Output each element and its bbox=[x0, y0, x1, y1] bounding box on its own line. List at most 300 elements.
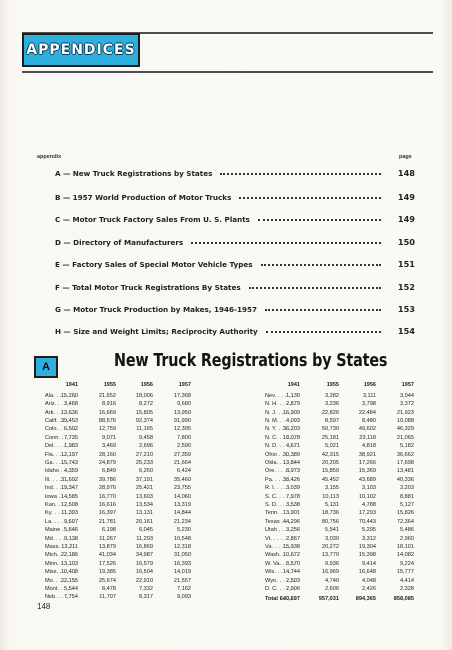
cell-value: 8,478 bbox=[102, 585, 116, 592]
toc-item-text: B — 1957 World Production of Motor Trucks bbox=[55, 192, 232, 202]
cell-value: 25,674 bbox=[98, 577, 116, 584]
cell-value: 5,295 bbox=[362, 527, 376, 534]
cell-value: 23,118 bbox=[359, 435, 376, 441]
state-name: Ga. . . . bbox=[45, 460, 75, 466]
cell-value: 13,534 bbox=[135, 501, 153, 508]
state-name: Vt. . . . bbox=[265, 536, 295, 542]
cell-value: 2,503 bbox=[286, 577, 300, 584]
cell-value: 2,867 bbox=[286, 535, 300, 542]
cell-value: 11,267 bbox=[99, 535, 116, 542]
cell-value: 14,844 bbox=[173, 510, 191, 517]
state-name: S. D. . . . bbox=[265, 502, 295, 508]
cell-value: 640,697 bbox=[279, 596, 300, 603]
cell-value: 4,093 bbox=[286, 417, 300, 424]
cell-value: 17,293 bbox=[358, 510, 376, 517]
cell-value: 30,389 bbox=[282, 451, 300, 458]
cell-value: 3,282 bbox=[325, 393, 339, 399]
cell-value: 3,044 bbox=[400, 393, 414, 399]
toc-item[interactable] bbox=[55, 303, 415, 315]
toc-page-label: page bbox=[399, 154, 412, 160]
cell-value: 5,544 bbox=[64, 585, 78, 592]
cell-value: 36,203 bbox=[282, 426, 300, 433]
cell-value: 38,426 bbox=[282, 477, 300, 483]
column-header: 1957 bbox=[178, 382, 191, 388]
leader-dots bbox=[265, 309, 381, 311]
toc-item-page: 150 bbox=[397, 237, 415, 247]
cell-value: 7,800 bbox=[177, 435, 191, 441]
toc-item-page: 149 bbox=[397, 192, 415, 202]
cell-value: 4,414 bbox=[400, 577, 414, 584]
state-name: Del. . . . bbox=[45, 443, 75, 449]
cell-value: 5,127 bbox=[400, 501, 414, 508]
cell-value: 3,111 bbox=[362, 393, 376, 399]
state-name: Kan. . . . bbox=[45, 502, 75, 508]
cell-value: 6,424 bbox=[177, 468, 191, 475]
state-name: Total . . . bbox=[265, 596, 295, 602]
cell-value: 894,365 bbox=[355, 596, 376, 603]
cell-value: 7,162 bbox=[177, 585, 191, 592]
cell-value: 3,103 bbox=[362, 485, 376, 492]
column-header: 1955 bbox=[103, 382, 116, 388]
cell-value: 13,770 bbox=[321, 552, 339, 559]
cell-value: 88,576 bbox=[98, 417, 116, 424]
cell-value: 16,648 bbox=[358, 569, 376, 576]
table-row bbox=[0, 586, 452, 595]
state-name: Ore. . . . bbox=[265, 468, 295, 474]
cell-value: 22,155 bbox=[60, 577, 78, 584]
cell-value: 5,541 bbox=[325, 527, 339, 534]
cell-value: 35,460 bbox=[173, 477, 191, 483]
cell-value: 2,426 bbox=[362, 585, 376, 592]
state-name: Mass. . . . bbox=[45, 544, 75, 550]
state-name: Idaho . . . bbox=[45, 468, 75, 474]
section-badge: A bbox=[34, 356, 58, 378]
cell-value: 8,570 bbox=[286, 561, 300, 567]
cell-value: 40,336 bbox=[396, 477, 414, 483]
cell-value: 10,113 bbox=[322, 493, 339, 500]
cell-value: 9,680 bbox=[177, 401, 191, 408]
cell-value: 19,385 bbox=[98, 569, 116, 576]
cell-value: 21,652 bbox=[98, 393, 116, 399]
cell-value: 9,607 bbox=[64, 519, 78, 525]
cell-value: 21,664 bbox=[173, 459, 191, 466]
toc-item[interactable] bbox=[55, 325, 415, 337]
state-name: Ala. . . . bbox=[45, 393, 75, 399]
state-name: N. Y. . . . bbox=[265, 426, 295, 432]
state-name: Okla. . . . bbox=[265, 460, 295, 466]
cell-value: 5,646 bbox=[64, 527, 78, 534]
state-name: Ind. . . . bbox=[45, 485, 75, 491]
cell-value: 16,669 bbox=[98, 409, 116, 416]
cell-value: 43,689 bbox=[358, 477, 376, 483]
column-header: 1957 bbox=[401, 382, 414, 388]
cell-value: 3,256 bbox=[286, 527, 300, 534]
cell-value: 28,976 bbox=[98, 485, 116, 492]
state-name: Ohio . . . bbox=[265, 452, 295, 458]
cell-value: 9,936 bbox=[325, 561, 339, 567]
cell-value: 18,078 bbox=[282, 435, 300, 441]
cell-value: 6,502 bbox=[64, 426, 78, 433]
cell-value: 8,480 bbox=[362, 417, 376, 424]
toc-item-page: 148 bbox=[397, 168, 415, 178]
cell-value: 9,458 bbox=[139, 435, 153, 441]
cell-value: 23,755 bbox=[173, 485, 191, 492]
cell-value: 20,205 bbox=[321, 459, 339, 466]
state-name: Conn. . . . bbox=[45, 435, 75, 441]
cell-value: 2,879 bbox=[286, 401, 300, 408]
state-name: Minn. . . . bbox=[45, 561, 75, 567]
state-name: Mich. . . . bbox=[45, 552, 75, 558]
cell-value: 18,736 bbox=[321, 510, 339, 517]
state-name: W. Va. . . . bbox=[265, 561, 295, 567]
cell-value: 13,603 bbox=[135, 493, 153, 500]
page-number: 148 bbox=[37, 602, 51, 611]
toc-item[interactable] bbox=[55, 258, 415, 270]
cell-value: 31,692 bbox=[60, 477, 78, 483]
cell-value: 16,504 bbox=[135, 569, 153, 576]
state-name: Texas . . . bbox=[265, 519, 295, 525]
cell-value: 21,065 bbox=[396, 435, 414, 441]
toc-appendix-label: appendix bbox=[37, 154, 62, 160]
cell-value: 12,395 bbox=[173, 426, 191, 433]
cell-value: 16,616 bbox=[98, 501, 116, 508]
toc-item-page: 154 bbox=[397, 326, 415, 336]
state-name: S. C. . . . bbox=[265, 494, 295, 500]
cell-value: 44,296 bbox=[282, 519, 300, 525]
toc-item-page: 149 bbox=[397, 214, 415, 224]
cell-value: 36,662 bbox=[396, 451, 414, 458]
cell-value: 12,197 bbox=[60, 451, 78, 458]
cell-value: 7,978 bbox=[286, 493, 300, 500]
cell-value: 7,754 bbox=[64, 594, 78, 601]
cell-value: 12,508 bbox=[60, 501, 78, 508]
cell-value: 3,039 bbox=[286, 485, 300, 492]
cell-value: 15,260 bbox=[60, 393, 78, 399]
cell-value: 24,879 bbox=[98, 459, 116, 466]
table-row bbox=[0, 426, 452, 435]
cell-value: 27,210 bbox=[135, 451, 153, 458]
cell-value: 10,088 bbox=[396, 417, 414, 424]
cell-value: 27,359 bbox=[173, 451, 191, 458]
cell-value: 5,486 bbox=[400, 527, 414, 534]
cell-value: 22,484 bbox=[358, 409, 376, 416]
cell-value: 3,468 bbox=[64, 401, 78, 408]
cell-value: 17,368 bbox=[173, 393, 191, 399]
cell-value: 4,818 bbox=[362, 443, 376, 450]
toc-item[interactable] bbox=[55, 281, 415, 293]
cell-value: 5,182 bbox=[400, 443, 414, 450]
cell-value: 49,602 bbox=[358, 426, 376, 433]
cell-value: 13,844 bbox=[282, 459, 300, 466]
cell-value: 3,798 bbox=[362, 401, 376, 408]
cell-value: 46,329 bbox=[396, 426, 414, 433]
cell-value: 18,006 bbox=[135, 393, 153, 399]
cell-value: 11,393 bbox=[61, 510, 78, 517]
state-name: Ark. . . . bbox=[45, 410, 75, 416]
cell-value: 12,759 bbox=[98, 426, 116, 433]
toc-item-page: 152 bbox=[397, 282, 415, 292]
cell-value: 20,272 bbox=[321, 543, 339, 550]
cell-value: 6,849 bbox=[102, 468, 116, 475]
cell-value: 15,777 bbox=[396, 569, 414, 576]
cell-value: 45,452 bbox=[321, 477, 339, 483]
cell-value: 13,481 bbox=[396, 468, 414, 475]
cell-value: 14,082 bbox=[396, 552, 414, 559]
cell-value: 92,374 bbox=[135, 417, 153, 424]
cell-value: 15,743 bbox=[60, 459, 78, 466]
cell-value: 3,030 bbox=[325, 535, 339, 542]
cell-value: 13,211 bbox=[61, 543, 78, 550]
cell-value: 2,960 bbox=[400, 535, 414, 542]
state-name: Wyo. . . . bbox=[265, 578, 295, 584]
cell-value: 38,921 bbox=[358, 451, 376, 458]
cell-value: 9,138 bbox=[64, 535, 78, 542]
cell-value: 21,781 bbox=[98, 519, 116, 525]
header-title: APPENDICES bbox=[26, 42, 136, 58]
cell-value: 16,770 bbox=[98, 493, 116, 500]
cell-value: 8,317 bbox=[139, 594, 153, 601]
cell-value: 9,224 bbox=[400, 561, 414, 567]
cell-value: 22,186 bbox=[60, 552, 78, 559]
cell-value: 1,983 bbox=[64, 443, 78, 450]
cell-value: 14,060 bbox=[173, 493, 191, 500]
leader-dots bbox=[266, 331, 381, 333]
toc-item[interactable] bbox=[55, 191, 415, 203]
state-name: N. M. . . . bbox=[265, 418, 295, 424]
toc-item-text: H — Size and Weight Limits; Reciprocity Authority bbox=[55, 326, 258, 336]
state-name: Va. . . . bbox=[265, 544, 295, 550]
state-name: La. . . . bbox=[45, 519, 75, 525]
state-name: Ky. . . . bbox=[45, 510, 75, 516]
appendices-header bbox=[22, 33, 140, 67]
cell-value: 25,421 bbox=[135, 485, 153, 492]
toc-item-text: C — Motor Truck Factory Sales From U. S. Plants bbox=[55, 214, 250, 224]
cell-value: 13,950 bbox=[173, 409, 191, 416]
cell-value: 8,272 bbox=[139, 401, 153, 408]
cell-value: 21,923 bbox=[396, 409, 414, 416]
cell-value: 3,372 bbox=[400, 401, 414, 408]
leader-dots bbox=[249, 287, 381, 289]
cell-value: 70,443 bbox=[358, 519, 376, 525]
cell-value: 15,938 bbox=[282, 543, 300, 550]
cell-value: 10,102 bbox=[358, 493, 376, 500]
cell-value: 10,408 bbox=[60, 569, 78, 576]
cell-value: 14,744 bbox=[282, 569, 300, 576]
cell-value: 22,826 bbox=[321, 409, 339, 416]
toc-item-text: A — New Truck Registrations by States bbox=[55, 168, 213, 178]
cell-value: 13,879 bbox=[98, 543, 116, 550]
toc-item-text: E — Factory Sales of Special Motor Vehicle Types bbox=[55, 259, 253, 269]
cell-value: 50,730 bbox=[321, 426, 339, 433]
state-name: D. C. . . . bbox=[265, 586, 295, 592]
cell-value: 22,910 bbox=[135, 577, 153, 584]
cell-value: 19,347 bbox=[60, 485, 78, 492]
cell-value: 20,161 bbox=[135, 519, 153, 525]
cell-value: 3,236 bbox=[325, 401, 339, 408]
cell-value: 37,191 bbox=[135, 477, 153, 483]
cell-value: 3,538 bbox=[286, 501, 300, 508]
cell-value: 3,155 bbox=[325, 485, 339, 492]
cell-value: 5,021 bbox=[325, 443, 339, 450]
cell-value: 8,597 bbox=[325, 417, 339, 424]
cell-value: 2,590 bbox=[177, 443, 191, 450]
toc-item[interactable] bbox=[55, 236, 415, 248]
cell-value: 25,233 bbox=[135, 459, 153, 466]
cell-value: 1,130 bbox=[286, 393, 300, 399]
cell-value: 28,160 bbox=[98, 451, 116, 458]
toc-item-text: G — Motor Truck Production by Makes, 1946-1957 bbox=[55, 304, 257, 314]
cell-value: 15,805 bbox=[135, 409, 153, 416]
toc-item-text: D — Directory of Manufacturers bbox=[55, 237, 184, 247]
leader-dots bbox=[258, 219, 381, 221]
cell-value: 3,203 bbox=[400, 485, 414, 492]
cell-value: 957,031 bbox=[318, 596, 339, 603]
state-name: Md. . . . bbox=[45, 536, 75, 542]
state-name: Mo. . . . bbox=[45, 578, 75, 584]
cell-value: 13,901 bbox=[282, 510, 300, 517]
cell-value: 8,881 bbox=[400, 493, 414, 500]
column-header: 1941 bbox=[287, 382, 300, 388]
cell-value: 4,671 bbox=[286, 443, 300, 450]
state-name: Wash. . . . bbox=[265, 552, 295, 558]
cell-value: 5,230 bbox=[177, 527, 191, 534]
cell-value: 91,990 bbox=[173, 417, 191, 424]
cell-value: 13,103 bbox=[60, 561, 78, 567]
cell-value: 13,319 bbox=[173, 501, 191, 508]
cell-value: 25,181 bbox=[321, 435, 339, 441]
cell-value: 34,987 bbox=[135, 552, 153, 559]
cell-value: 8,973 bbox=[286, 468, 300, 475]
total-row bbox=[0, 596, 452, 605]
state-name: Pa. . . . bbox=[265, 477, 295, 483]
toc-item-page: 151 bbox=[397, 259, 415, 269]
cell-value: 72,364 bbox=[396, 519, 414, 525]
cell-value: 4,740 bbox=[325, 577, 339, 584]
cell-value: 3,469 bbox=[102, 443, 116, 450]
cell-value: 10,672 bbox=[282, 552, 300, 559]
cell-value: 21,234 bbox=[173, 519, 191, 525]
cell-value: 15,826 bbox=[396, 510, 414, 517]
cell-value: 15,398 bbox=[358, 552, 376, 559]
cell-value: 16,869 bbox=[135, 543, 153, 550]
state-name: Iowa . . . bbox=[45, 494, 75, 500]
state-name: Fla. . . . bbox=[45, 452, 75, 458]
cell-value: 7,332 bbox=[139, 585, 153, 592]
cell-value: 16,397 bbox=[98, 510, 116, 517]
cell-value: 9,071 bbox=[102, 435, 116, 441]
cell-value: 10,548 bbox=[173, 535, 191, 542]
cell-value: 2,906 bbox=[286, 585, 300, 592]
state-name: Miss. . . . bbox=[45, 569, 75, 575]
state-name: Ariz. . . . bbox=[45, 401, 75, 407]
state-name: N. H. . . . bbox=[265, 401, 295, 407]
cell-value: 15,859 bbox=[321, 468, 339, 475]
state-name: Nev. . . . bbox=[265, 393, 295, 399]
cell-value: 17,266 bbox=[358, 459, 376, 466]
cell-value: 42,315 bbox=[321, 451, 339, 458]
cell-value: 16,909 bbox=[282, 409, 300, 416]
cell-value: 2,606 bbox=[325, 585, 339, 592]
cell-value: 6,260 bbox=[139, 468, 153, 475]
cell-value: 16,579 bbox=[135, 561, 153, 567]
column-header: 1941 bbox=[65, 382, 78, 388]
cell-value: 13,636 bbox=[60, 409, 78, 416]
cell-value: 21,557 bbox=[173, 577, 191, 584]
cell-value: 7,735 bbox=[64, 435, 78, 441]
cell-value: 14,585 bbox=[60, 493, 78, 500]
cell-value: 2,696 bbox=[139, 443, 153, 450]
cell-value: 9,414 bbox=[362, 561, 376, 567]
state-name: Tenn. . . . bbox=[265, 510, 295, 516]
cell-value: 5,131 bbox=[325, 501, 339, 508]
toc-item-page: 153 bbox=[397, 304, 415, 314]
cell-value: 15,369 bbox=[358, 468, 376, 475]
cell-value: 31,050 bbox=[173, 552, 191, 559]
state-name: R. I. . . . bbox=[265, 485, 295, 491]
cell-value: 16,393 bbox=[173, 561, 191, 567]
cell-value: 8,916 bbox=[102, 401, 116, 408]
cell-value: 4,048 bbox=[362, 577, 376, 584]
cell-value: 14,019 bbox=[173, 569, 191, 576]
section-title: New Truck Registrations by States bbox=[114, 351, 388, 371]
cell-value: 17,698 bbox=[396, 459, 414, 466]
table-row bbox=[0, 468, 452, 477]
cell-value: 39,453 bbox=[60, 417, 78, 424]
cell-value: 858,085 bbox=[393, 596, 414, 603]
toc-item-text: F — Total Motor Truck Registrations By States bbox=[55, 282, 241, 292]
cell-value: 12,318 bbox=[173, 543, 191, 550]
cell-value: 2,328 bbox=[400, 585, 414, 592]
state-name: Ill. . . . bbox=[45, 477, 75, 483]
cell-value: 11,165 bbox=[136, 426, 153, 433]
table-row bbox=[0, 510, 452, 519]
cell-value: 13,131 bbox=[135, 510, 153, 517]
leader-dots bbox=[261, 264, 381, 266]
leader-dots bbox=[191, 242, 381, 244]
leader-dots bbox=[220, 173, 381, 175]
cell-value: 19,304 bbox=[358, 543, 376, 550]
cell-value: 4,359 bbox=[64, 468, 78, 475]
state-name: Maine . . . bbox=[45, 527, 75, 533]
column-header: 1956 bbox=[363, 382, 376, 388]
state-name: Wis. . . . bbox=[265, 569, 295, 575]
cell-value: 3,312 bbox=[362, 535, 376, 542]
table-row bbox=[0, 552, 452, 561]
state-name: Mont. . . . bbox=[45, 586, 75, 592]
cell-value: 17,526 bbox=[98, 561, 116, 567]
cell-value: 16,969 bbox=[321, 569, 339, 576]
cell-value: 39,786 bbox=[98, 477, 116, 483]
cell-value: 11,707 bbox=[99, 594, 116, 601]
cell-value: 4,788 bbox=[362, 501, 376, 508]
state-name: Colo. . . . bbox=[45, 426, 75, 432]
column-header: 1956 bbox=[140, 382, 153, 388]
cell-value: 6,045 bbox=[139, 527, 153, 534]
leader-dots bbox=[239, 197, 381, 199]
cell-value: 11,293 bbox=[136, 535, 153, 542]
cell-value: 9,093 bbox=[177, 594, 191, 601]
toc-item[interactable] bbox=[55, 167, 415, 179]
cell-value: 41,034 bbox=[98, 552, 116, 559]
state-name: Calif. . . . bbox=[45, 418, 75, 424]
column-header: 1955 bbox=[326, 382, 339, 388]
toc-item[interactable] bbox=[55, 213, 415, 225]
state-name: N. D. . . . bbox=[265, 443, 295, 449]
cell-value: 80,756 bbox=[321, 519, 339, 525]
cell-value: 6,198 bbox=[102, 527, 116, 534]
state-name: Utah . . . bbox=[265, 527, 295, 533]
state-name: N. J. . . . bbox=[265, 410, 295, 416]
